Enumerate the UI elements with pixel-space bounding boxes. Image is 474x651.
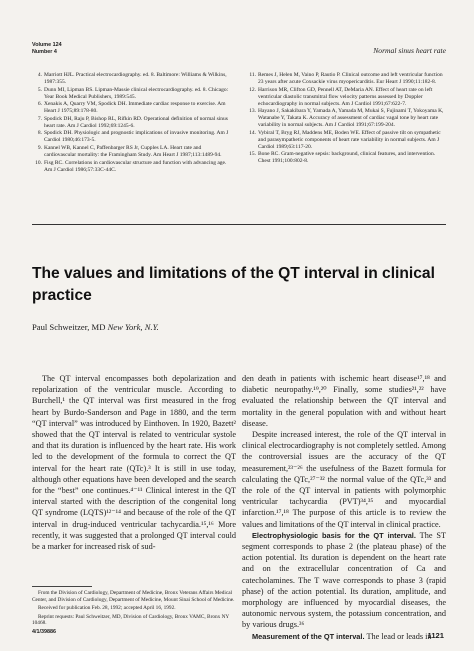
reference-item: 10. Fisg RC. Correlations in cardiovascular structure and function with advancing age. Am J Cardiol 1986;57:33C-44C. [35,159,227,173]
reference-item: 13. Hayano J, Sakakibara Y, Yamada A, Yamada M, Mukai S, Fujinami T, Yokoyama K, Watanabe Y, Takata K. Accuracy of assessment of cardiac vagal tone by heart rate variability in normal subjects. Am J Cardiol 1991;67:199-204. [249,108,444,129]
article-byline [32,322,159,332]
body-paragraph: Electrophysiologic basis for the QT interval. The ST segment corresponds to phase 2 (the plateau phase) of the action potential. Its duration is dependent on the heart rate and on the extracellular concentration of Ca and catecholamines. The T wave corresponds to phase 3 (rapid phase) of the action potential. Its duration, amplitude, and morphology are influenced by myocardial diseases, the autonomic nervous system, the potassium concentration, and by various drugs.³⁶ [242,530,446,630]
reference-item: 4. Marriott HJL. Practical electrocardiography. ed. 8. Baltimore: Williams & Wilkins, 1987:355. [37,72,227,85]
section-heading: Measurement of the QT interval. [252,631,365,641]
reference-item: 9. Kannel WB, Kannel C, Paffenbarger RS Jr, Cupples LA. Heart rate and cardiovascular mortality: the Framingham Study. Am Heart J 1987;113:1489-94. [37,144,222,158]
author-location: New York, N.Y. [107,322,159,332]
journal-issue-info [32,42,62,55]
section-divider [32,224,446,225]
body-left-column [32,373,236,552]
volume-label: Volume 124 [32,42,62,48]
footnotes [32,590,236,637]
reference-item: 8. Spodick DH. Physiologic and prognostic implications of invasive monitoring. Am J Cardiol 1980;46:173-5. [37,130,229,144]
body-paragraph: den death in patients with ischemic heart disease¹⁷,¹⁸ and diabetic neuropathy.¹⁹,²⁰ Finally, some studies²¹,²² have evaluated the relationship between the QT interval and mortality in the general population with and without heart disease. [242,374,446,428]
body-paragraph: The QT interval encompasses both depolarization and repolarization of the ventricular muscle. According to Burchell,¹ the QT interval was first measured in the frog heart by Burdo-Sanderson and Page in 1880, and the term “QT interval” was introduced by Einthoven. In 1920, Bazett² showed that the QT interval is related to ventricular systole and that its duration is influenced by the heart rate. His work led to the development of the formula to correct the QT interval for the heart rate (QTc).³ It is still in use today, although other equations have been developed and the search for the “best” one continues.⁴⁻¹¹ Clinical interest in the QT interval started with the description of the congenital long QT syndrome (LQTS)¹²⁻¹⁴ and because of the role of the QT interval in drug-induced ventricular tachycardia.¹⁵,¹⁶ More recently, it was suggested that a prolonged QT interval could be a marker for increased risk of sud- [32,374,236,552]
reference-item: 14. Vybiral T, Bryg RJ, Maddens ME, Boden WE. Effect of passive tilt on sympathetic and parasympathetic components of heart rate variability in normal subjects. Am J Cardiol 1989;63:117-20. [249,129,441,150]
page-number: 1121 [427,631,444,640]
section-heading: Electrophysiologic basis for the QT interval. [252,530,416,540]
reference-item: 5. Dunn MI, Lipman BS. Lipman-Massie clinical electrocardiography. ed. 8. Chicago: Year Book Medical Publishers, 1989:545. [37,86,229,100]
running-title: Normal sinus heart rate [373,46,446,55]
article-title: The values and limitations of the QT interval in clinical practice [32,265,435,304]
reference-item: 15. Bone RC. Gram-negative sepsis: background, clinical features, and intervention. Chest 1991;100:802-8. [249,151,436,165]
references-right-column [246,72,446,166]
body-right-column [242,373,446,642]
footnote-divider [32,586,92,587]
received-note: Received for publication Feb. 28, 1992; accepted April 16, 1992. [38,605,176,612]
reprint-note: Reprint requests: Paul Schweitzer, MD, Division of Cardiology, Bronx VAMC, Bronx NY 10468. [32,613,230,627]
references-left-column [32,72,230,174]
reference-item: 7. Spodick DH, Raju P, Bishop RL, Rifkin RD. Operational definition of normal sinus heart rate. Am J Cardiol 1992;69:1245-6. [37,115,228,129]
reference-item: 12. Harrison MR, Clifton GD, Pennell AT, DeMaria AN. Effect of heart rate on left ventricular diastolic transmitral flow velocity patterns assessed by Doppler echocardiography in normal subjects. Am J Cardiol 1991;67:622-7. [249,86,433,107]
affiliation-note: From the Division of Cardiology, Department of Medicine, Bronx Veterans Affairs Medical Center, and Division of Cardiology, Department of Medicine, Mount Sinai School of Medicine. [32,590,235,603]
article-code: 4/1/39886 [32,628,56,635]
body-paragraph: Despite increased interest, the role of the QT interval in clinical electrocardiography is not completely settled. Among the controversial issues are the accuracy of the QT measurement,²³⁻²⁶ the usefulness of the Bazett formula for calculating the QTc,²⁷⁻³² the normal value of the QTc,³³ and the role of the QT interval in patients with polymorphic ventricular tachycardia (PVT)³⁴,³⁵ and myocardial infarction.¹⁷,¹⁸ The purpose of this article is to review the values and limitations of the QT interval in clinical practice. [242,430,446,529]
number-label: Number 4 [32,48,57,55]
reference-item: 11. Remes J, Helen M, Vaino P, Rautio P. Clinical outcome and left ventricular function 23 years after acute Coxsackie virus myopericarditis. Eur Heart J 1990;11:182-8. [249,72,443,85]
author-name: Paul Schweitzer, MD [32,322,106,332]
body-paragraph: Measurement of the QT interval. The lead or leads in [252,631,432,641]
reference-item: 6. Xenakis A, Quarry VM, Spodick DH. Immediate cardiac response to exercise. Am Heart J 1975;89:178-80. [37,101,226,115]
